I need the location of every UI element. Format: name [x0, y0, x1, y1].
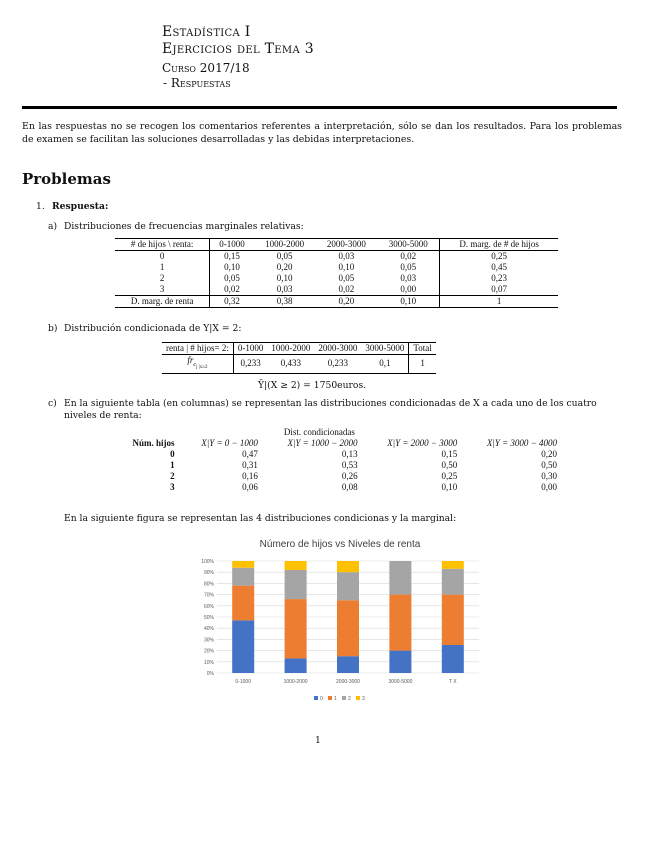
table-cell: 0 [115, 251, 210, 263]
table-cell: 0,16 [242, 471, 258, 481]
bar-segment [232, 568, 254, 586]
y-tick-label: 100% [201, 559, 214, 565]
table-cell: 0,20 [541, 449, 557, 459]
bar-segment [442, 569, 464, 595]
bar-segment [285, 570, 307, 599]
table-header: 0-1000 [233, 343, 267, 355]
table-header: X|Y = 2000 − 3000 [387, 438, 458, 448]
table-cell: 0,53 [341, 460, 358, 470]
table-header: 3000-5000 [377, 239, 439, 251]
bar-segment [232, 620, 254, 673]
table-cell: 1 [115, 262, 210, 273]
table-cell: 0,02 [224, 284, 240, 294]
table-row [115, 251, 558, 263]
bar-segment [337, 600, 359, 656]
table-cell: 0,20 [276, 262, 293, 272]
table-header: renta | # hijos= 2: [162, 343, 233, 355]
table-row [115, 460, 563, 471]
table-cell: 0,05 [224, 273, 240, 283]
table-cell: 0,26 [341, 471, 358, 481]
table-cell: 0,05 [377, 262, 439, 273]
table-cell: 2 [170, 471, 175, 481]
table-cell: 0,05 [276, 251, 293, 261]
legend-label: 3 [362, 696, 365, 702]
group-header: Dist. condicionadas [283, 427, 355, 437]
table-row [115, 273, 558, 284]
problem-label: Respuesta: [52, 201, 109, 212]
legend-label: 1 [334, 696, 337, 702]
part-a-marker: a) [48, 221, 58, 232]
legend-swatch [342, 696, 346, 700]
table-cell: 0,10 [377, 296, 439, 308]
bar-segment [337, 561, 359, 572]
legend-label: 2 [348, 696, 351, 702]
y-tick-label: 0% [206, 671, 214, 677]
x-tick-label: 0-1000 [235, 679, 251, 685]
table-header: # de hijos \ renta: [115, 239, 210, 251]
table-cell: 0,13 [341, 449, 358, 459]
table-cell: 0,02 [338, 284, 355, 294]
table-cell: 0,20 [316, 296, 378, 308]
legend-swatch [356, 696, 360, 700]
conditional-y-table [162, 342, 436, 374]
part-b-marker: b) [48, 323, 58, 334]
table-cell: 0,23 [491, 273, 507, 283]
x-tick-label: 1000-2000 [283, 679, 308, 685]
conditional-mean: Ȳ|(X ≥ 2) = 1750euros. [258, 380, 367, 391]
table-cell: 0,03 [338, 251, 355, 261]
chart-title: Número de hijos vs Niveles de renta [259, 539, 421, 550]
table-header: X|Y = 3000 − 4000 [486, 438, 557, 448]
problem-number: 1. [36, 201, 45, 212]
bar-segment [337, 656, 359, 673]
table-header: 1000-2000 [254, 239, 316, 251]
table-row [115, 449, 563, 460]
bar-segment [285, 658, 307, 673]
bar-segment [285, 561, 307, 570]
y-tick-label: 20% [203, 648, 214, 655]
table-cell: 0,00 [541, 482, 557, 492]
bar-segment [232, 561, 254, 568]
table-cell: 0,38 [254, 296, 316, 308]
table-cell: 0,233 [233, 355, 267, 374]
legend-swatch [328, 696, 332, 700]
bar-segment [389, 561, 411, 595]
row-header: Núm. hijos [132, 438, 175, 448]
table-cell: 0,30 [541, 471, 557, 481]
bar-segment [442, 645, 464, 673]
y-tick-label: 50% [203, 615, 214, 621]
table-cell: 0,50 [441, 460, 458, 470]
table-row [115, 284, 558, 296]
table-cell: 3 [170, 482, 175, 492]
bar-segment [285, 599, 307, 658]
table-cell: 0,1 [361, 355, 409, 374]
course-title: Estadística I [162, 24, 251, 40]
bar-segment [232, 586, 254, 621]
table-cell: 0,07 [491, 284, 507, 294]
table-row [115, 471, 563, 482]
table-cell: 1 [170, 460, 175, 470]
table-cell: 0,32 [210, 296, 254, 308]
table-cell: 0,25 [491, 251, 507, 261]
bar-segment [389, 595, 411, 651]
y-tick-label: 60% [203, 603, 214, 610]
bar-segment [442, 595, 464, 645]
table-cell: 0 [170, 449, 175, 459]
part-c-marker: c) [48, 398, 57, 409]
table-cell: D. marg. de renta [115, 296, 210, 308]
stacked-bar-chart [195, 533, 485, 713]
exercise-title: Ejercicios del Tema 3 [162, 41, 314, 57]
table-cell: 0,10 [338, 262, 355, 272]
table-cell: 0,08 [341, 482, 358, 492]
table-header: 2000-3000 [314, 343, 361, 355]
x-tick-label: T X [448, 679, 457, 685]
x-tick-label: 3000-5000 [388, 679, 413, 685]
figure-intro: En la siguiente figura se representan las 4 distribuciones condicionas y la marginal: [64, 513, 457, 524]
table-cell: 0,10 [276, 273, 293, 283]
table-header: 1000-2000 [267, 343, 314, 355]
table-row [115, 482, 563, 493]
answers-subtitle: - Respuestas [163, 76, 231, 90]
table-header: X|Y = 1000 − 2000 [287, 438, 358, 448]
intro-paragraph: En las respuestas no se recogen los comentarios referentes a interpretación, sólo se dan los resultados. Para los problemas de examen se facilitan las soluciones desarrolladas y las debidas interpretaciones. [22, 121, 622, 145]
table-cell: 0,03 [276, 284, 293, 294]
table-header: Total [409, 343, 436, 355]
y-tick-label: 40% [203, 626, 214, 633]
table-cell: 0,433 [267, 355, 314, 374]
table-cell: 0,02 [377, 251, 439, 263]
part-c-text: En la siguiente tabla (en columnas) se representan las distribuciones condicionadas de X a cada uno de los cuatro niveles de renta: [64, 398, 597, 421]
conditional-x-table [115, 427, 563, 493]
marginal-table [115, 238, 558, 308]
bar-segment [442, 561, 464, 569]
legend-label: 0 [320, 696, 323, 702]
table-cell: 2 [115, 273, 210, 284]
table-header: 2000-3000 [316, 239, 378, 251]
table-cell: 3 [115, 284, 210, 296]
table-cell: 0,03 [377, 273, 439, 284]
bar-segment [337, 572, 359, 600]
table-header: X|Y = 0 − 1000 [201, 438, 258, 448]
course-year: Curso 2017/18 [162, 61, 250, 75]
table-cell: 0,31 [242, 460, 258, 470]
y-tick-label: 10% [203, 659, 214, 666]
section-title: Problemas [22, 170, 111, 188]
table-header: 3000-5000 [361, 343, 409, 355]
table-footer-row [115, 296, 558, 308]
table-cell: 1 [440, 296, 558, 308]
table-cell: 1 [409, 355, 436, 374]
table-cell: $fr_{c_{j |x\ge 2}}$ [162, 355, 233, 374]
table-cell: 0,06 [242, 482, 258, 492]
table-cell: 0,233 [314, 355, 361, 374]
table-header: 0-1000 [210, 239, 254, 251]
part-b-text: Distribución condicionada de Y|X = 2: [64, 323, 242, 334]
table-row [162, 355, 436, 374]
table-row [115, 262, 558, 273]
part-a-text: Distribuciones de frecuencias marginales relativas: [64, 221, 304, 232]
y-tick-label: 70% [203, 592, 214, 599]
y-tick-label: 80% [203, 581, 214, 588]
table-cell: 0,05 [338, 273, 355, 283]
table-cell: 0,00 [377, 284, 439, 296]
legend-swatch [314, 696, 318, 700]
table-cell: 0,25 [441, 471, 458, 481]
table-cell: 0,15 [441, 449, 458, 459]
table-cell: 0,15 [224, 251, 240, 261]
table-cell: 0,10 [224, 262, 240, 272]
y-tick-label: 30% [203, 637, 214, 644]
table-cell: 0,45 [491, 262, 507, 272]
table-cell: 0,50 [541, 460, 557, 470]
table-cell: 0,10 [441, 482, 458, 492]
table-cell: 0,47 [242, 449, 258, 459]
x-tick-label: 2000-3000 [336, 679, 360, 685]
page-number: 1 [315, 735, 321, 746]
table-header: D. marg. de # de hijos [440, 239, 558, 251]
y-tick-label: 90% [203, 570, 214, 577]
header-rule [22, 106, 617, 109]
bar-segment [389, 651, 411, 673]
